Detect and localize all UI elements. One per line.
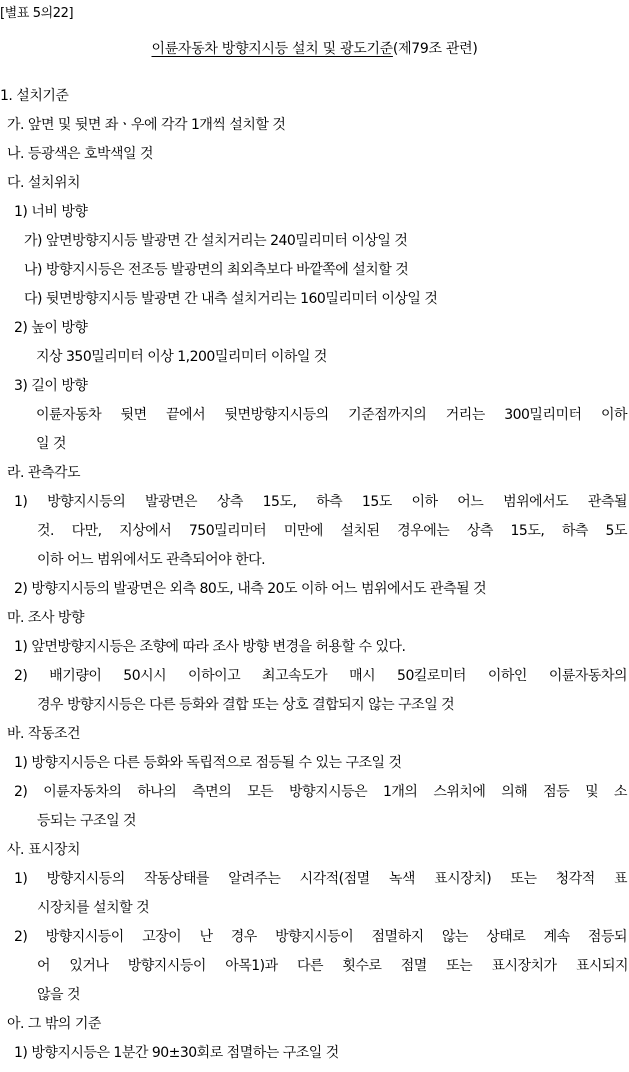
- other-item-1: 1) 방향지시등은 1분간 90±30회로 점멸하는 구조일 것: [14, 1045, 339, 1061]
- document-body: [0, 86, 629, 1072]
- indicator-item-1-cont: 시장치를 설치할 것: [37, 900, 150, 916]
- attachment-reference: [별표 5의22]: [0, 6, 74, 21]
- indicator-item-2-cont2: 않을 것: [37, 987, 81, 1003]
- item-sa: 사. 표시장치: [7, 842, 81, 858]
- direction-item-2: 2) 배기량이 50시시 이하이고 최고속도가 매시 50킬로미터 이하인 이륜자동차의: [14, 668, 627, 684]
- subitem-length: 3) 길이 방향: [14, 378, 88, 394]
- length-text: 이륜자동차 뒷면 끝에서 뒷면방향지시등의 기준점까지의 거리는 300밀리미터 이하: [36, 407, 627, 423]
- item-na: 나. 등광색은 호박색일 것: [7, 146, 154, 162]
- subitem-width: 1) 너비 방향: [14, 204, 88, 220]
- length-text-cont: 일 것: [36, 436, 66, 452]
- direction-item-2-cont: 경우 방향지시등은 다른 등화와 결합 또는 상호 결합되지 않는 구조일 것: [37, 697, 455, 713]
- section-heading: 1. 설치기준: [0, 88, 69, 104]
- angle-item-1-cont: 것. 다만, 지상에서 750밀리미터 미만에 설치된 경우에는 상측 15도, 하측 5도: [37, 523, 627, 539]
- indicator-item-2: 2) 방향지시등이 고장이 난 경우 방향지시등이 점멸하지 않는 상태로 계속 점등되: [14, 929, 627, 945]
- height-text: 지상 350밀리미터 이상 1,200밀리미터 이하일 것: [36, 349, 327, 365]
- indicator-item-2-cont: 어 있거나 방향지시등이 아목1)과 다른 횟수로 점멸 또는 표시장치가 표시되지: [37, 958, 628, 974]
- item-ma: 마. 조사 방향: [7, 610, 84, 626]
- title-suffix: (제79조 관련): [392, 41, 478, 57]
- operation-item-2-cont: 등되는 구조일 것: [37, 813, 137, 829]
- title-main: 이륜자동차 방향지시등 설치 및 광도기준: [151, 41, 393, 57]
- item-ga: 가. 앞면 및 뒷면 좌ㆍ우에 각각 1개씩 설치할 것: [7, 117, 286, 133]
- item-a: 아. 그 밖의 기준: [7, 1016, 101, 1032]
- item-da: 다. 설치위치: [7, 175, 81, 191]
- angle-item-1: 1) 방향지시등의 발광면은 상측 15도, 하측 15도 이하 어느 범위에서도 관측될: [14, 494, 627, 510]
- subsubitem-na: 나) 방향지시등은 전조등 발광면의 최외측보다 바깥쪽에 설치할 것: [24, 262, 409, 278]
- subsubitem-ga: 가) 앞면방향지시등 발광면 간 설치거리는 240밀리미터 이상일 것: [24, 233, 408, 249]
- angle-item-1-cont2: 이하 어느 범위에서도 관측되어야 한다.: [37, 552, 266, 568]
- angle-item-2: 2) 방향지시등의 발광면은 외측 80도, 내측 20도 이하 어느 범위에서도 관측될 것: [14, 581, 487, 597]
- subitem-height: 2) 높이 방향: [14, 320, 88, 336]
- subsubitem-da: 다) 뒷면방향지시등 발광면 간 내측 설치거리는 160밀리미터 이상일 것: [24, 291, 438, 307]
- document-title: [0, 38, 629, 58]
- operation-item-2: 2) 이륜자동차의 하나의 측면의 모든 방향지시등은 1개의 스위치에 의해 점등 및 소: [14, 784, 627, 800]
- indicator-item-1: 1) 방향지시등의 작동상태를 알려주는 시각적(점멸 녹색 표시장치) 또는 청각적 표: [14, 871, 627, 887]
- direction-item-1: 1) 앞면방향지시등은 조향에 따라 조사 방향 변경을 허용할 수 있다.: [14, 639, 406, 655]
- operation-item-1: 1) 방향지시등은 다른 등화와 독립적으로 점등될 수 있는 구조일 것: [14, 755, 402, 771]
- item-ba: 바. 작동조건: [7, 726, 81, 742]
- item-ra: 라. 관측각도: [7, 465, 81, 481]
